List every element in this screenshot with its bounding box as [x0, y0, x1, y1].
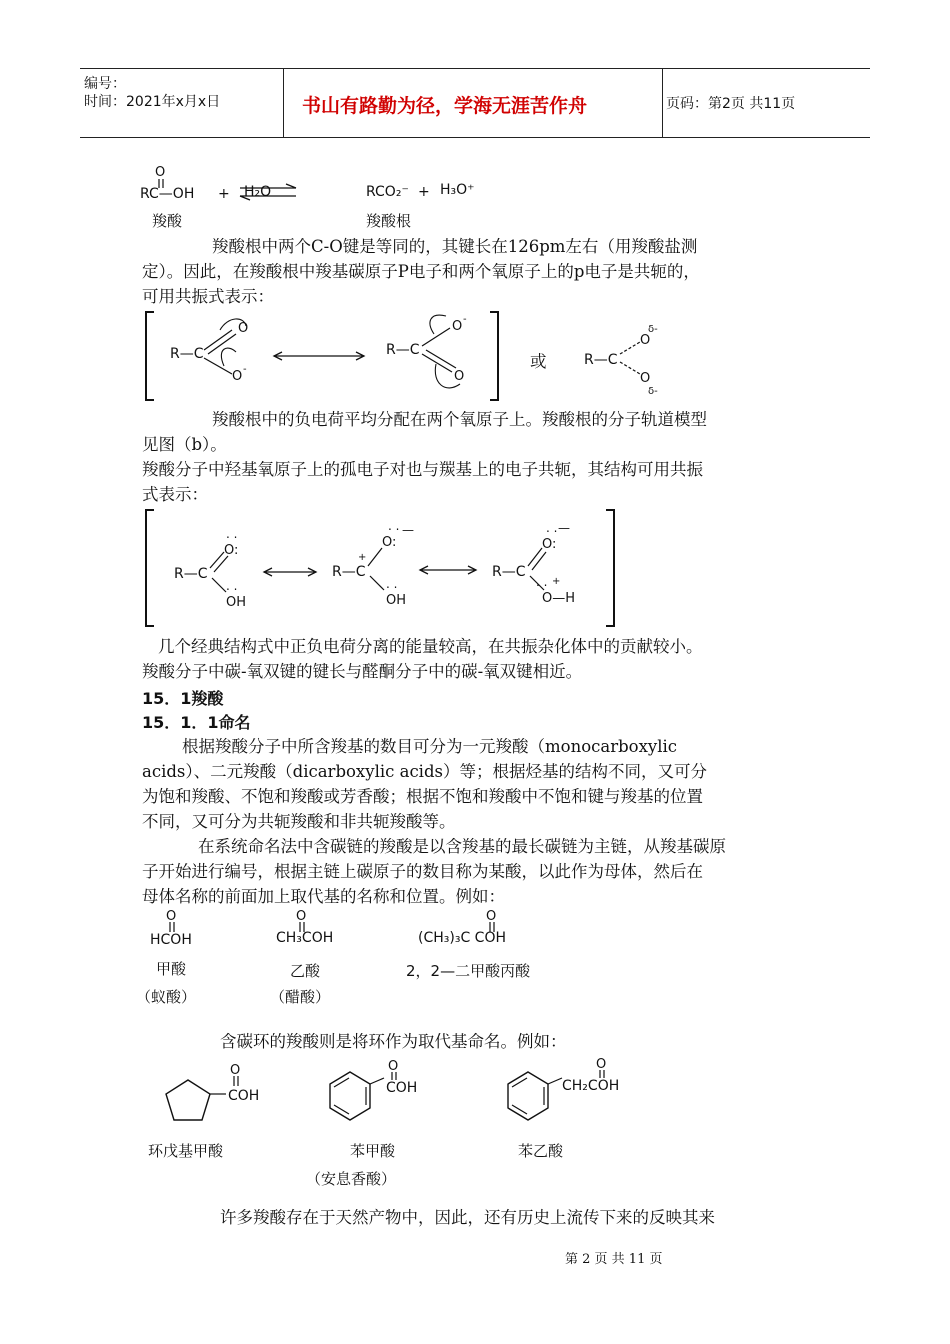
svg-text:O: O [452, 319, 463, 334]
doc-time-label: 时间：2021年x月x日 [84, 94, 221, 110]
page-header [80, 68, 870, 138]
paragraph-line: 见图（b）。 [142, 435, 227, 454]
svg-text:O—H: O—H [542, 591, 576, 606]
svg-text:. .: . . [388, 519, 400, 533]
acid-alias: （醋酸） [270, 988, 331, 1006]
acid-resonance-diagram [140, 506, 630, 632]
paragraph-line: 在系统命名法中含碳链的羧酸是以含羧基的最长碳链为主链，从羧基碳原 [198, 837, 726, 856]
svg-text:OH: OH [386, 593, 407, 608]
carboxylic-acid-label: 羧酸 [152, 212, 183, 230]
plus-sign: + [218, 186, 230, 202]
svg-text:R—C: R—C [386, 342, 420, 358]
svg-text:δ-: δ- [648, 324, 658, 335]
svg-text:. .: . . [546, 521, 558, 535]
svg-text:O:: O: [224, 543, 239, 558]
svg-text:O: O [232, 369, 243, 384]
paragraph-line: 母体名称的前面加上取代基的名称和位置。例如： [142, 887, 505, 906]
acid-alias: （安息香酸） [306, 1170, 397, 1188]
or-connector: 或 [530, 352, 547, 371]
svg-text:+: + [552, 576, 561, 587]
paragraph-line: 子开始进行编号，根据主链上碳原子的数目称为某酸，以此作为母体，然后在 [142, 862, 703, 881]
paragraph-line: 根据羧酸分子中所含羧基的数目可分为一元羧酸（monocarboxylic [182, 737, 678, 756]
paragraph-line: 定）。因此，在羧酸根中羧基碳原子P电子和两个氧原子上的p电子是共轭的， [142, 262, 700, 281]
svg-text:-: - [243, 364, 247, 375]
svg-text:R—C: R—C [332, 564, 366, 580]
acid-name: 苯乙酸 [518, 1142, 564, 1160]
carboxylate-resonance-diagram [140, 308, 680, 404]
svg-text:O: O [454, 369, 465, 384]
svg-text:. .: . . [386, 577, 398, 591]
svg-text:OH: OH [226, 595, 247, 610]
svg-text:+: + [358, 552, 367, 563]
paragraph-line: 许多羧酸存在于天然产物中，因此，还有历史上流传下来的反映其来 [220, 1208, 715, 1227]
acid-name: 乙酸 [290, 962, 321, 980]
acid-formula: CH₃COH [276, 930, 334, 946]
svg-text:O: O [238, 321, 249, 336]
svg-text:O: O [596, 1057, 607, 1072]
acid-name: 甲酸 [156, 960, 187, 978]
section-heading: 15．1羧酸 [142, 689, 224, 708]
acid-name: 2，2—二甲酸丙酸 [406, 962, 531, 980]
paragraph-line: 几个经典结构式中正负电荷分离的能量较高，在共振杂化体中的贡献较小。 [158, 637, 703, 656]
svg-text:—: — [402, 523, 414, 537]
hydronium-formula: H₃O⁺ [440, 182, 475, 198]
svg-text:O:: O: [542, 537, 557, 552]
svg-text:O: O [296, 909, 307, 924]
paragraph-line: 含碳环的羧酸则是将环作为取代基命名。例如： [220, 1032, 567, 1051]
paragraph-line: 羧酸分子中羟基氧原子上的孤电子对也与羰基上的电子共轭，其结构可用共振 [142, 460, 703, 479]
paragraph-line: 可用共振式表示： [142, 287, 274, 306]
acid-formula: HCOH [150, 932, 192, 948]
acid-formula: COH [386, 1080, 418, 1096]
svg-text:δ-: δ- [648, 386, 658, 397]
page-footer: 第 2 页 共 11 页 [565, 1252, 663, 1267]
cyclopentane-ring-icon [160, 1060, 241, 1130]
paragraph-line: acids）、二元羧酸（dicarboxylic acids）等；根据烃基的结构不同，又可分 [142, 762, 707, 781]
svg-text:R—C: R—C [584, 352, 618, 368]
acid-name: 苯甲酸 [350, 1142, 396, 1160]
svg-text:-: - [463, 314, 467, 325]
carboxylic-acid-formula: RC—OH [140, 186, 195, 202]
acid-name: 环戊基甲酸 [148, 1142, 224, 1160]
acid-formula: COH [228, 1088, 260, 1104]
svg-text:O: O [230, 1063, 241, 1078]
doc-number-label: 编号： [84, 76, 126, 92]
header-motto: 书山有路勤为径，学海无涯苦作舟 [302, 95, 588, 117]
header-motto-cell [283, 69, 663, 137]
carbonyl-oxygen [160, 906, 200, 934]
svg-text:O:: O: [382, 535, 397, 550]
paragraph-line: 羧酸分子中碳-氧双键的键长与醛酮分子中的碳-氧双键相近。 [142, 662, 583, 681]
paragraph-line: 羧酸根中的负电荷平均分配在两个氧原子上。羧酸根的分子轨道模型 [212, 410, 707, 429]
paragraph-line: 式表示： [142, 485, 208, 504]
paragraph-line: 为饱和羧酸、不饱和羧酸或芳香酸；根据不饱和羧酸中不饱和键与羧基的位置 [142, 787, 703, 806]
svg-text:O: O [155, 165, 166, 180]
carboxylate-formula: RCO₂⁻ [366, 184, 409, 200]
header-page-info: 页码：第2页 共11页 [666, 96, 796, 112]
svg-text:R—C: R—C [170, 346, 204, 362]
svg-text:O: O [640, 371, 651, 386]
acid-alias: （蚁酸） [136, 988, 197, 1006]
svg-text:. .: . . [226, 527, 238, 541]
acid-formula: (CH₃)₃C COH [418, 930, 506, 946]
svg-text:R—C: R—C [174, 566, 208, 582]
svg-text:. .: . . [536, 575, 548, 589]
svg-text:. .: . . [226, 579, 238, 593]
svg-text:—: — [558, 521, 570, 535]
paragraph-line: 不同，又可分为共轭羧酸和非共轭羧酸等。 [142, 812, 456, 831]
subsection-heading: 15．1．1命名 [142, 713, 251, 732]
acid-formula: CH₂COH [562, 1078, 620, 1094]
carboxylate-label: 羧酸根 [366, 212, 412, 230]
svg-text:O: O [640, 333, 651, 348]
svg-text:R—C: R—C [492, 564, 526, 580]
svg-text:O: O [486, 909, 497, 924]
svg-text:O: O [388, 1059, 399, 1074]
water-formula: H₂O [244, 184, 272, 200]
paragraph-line: 羧酸根中两个C-O键是等同的，其键长在126pm左右（用羧酸盐测 [212, 237, 698, 256]
svg-text:O: O [166, 909, 177, 924]
plus-sign-2: + [418, 184, 430, 200]
